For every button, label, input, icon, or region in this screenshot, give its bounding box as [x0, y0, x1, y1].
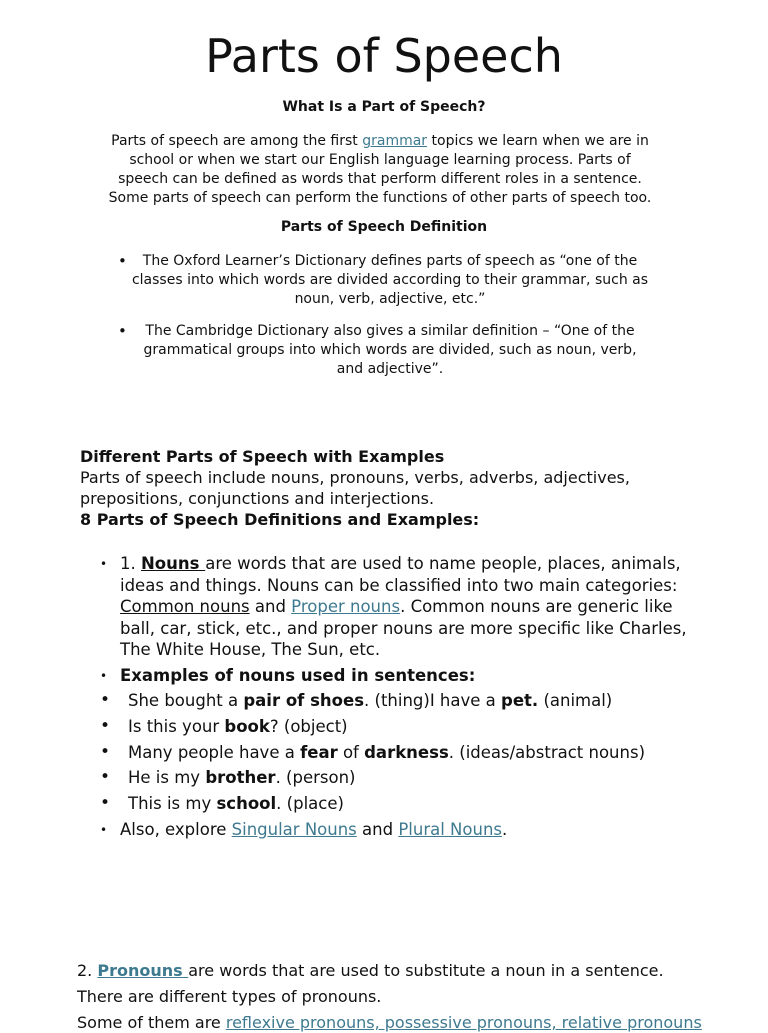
- intro-text: topics we learn when we are in: [427, 133, 649, 149]
- example-text: Is this your: [128, 717, 225, 736]
- pronouns-link[interactable]: Pronouns: [97, 961, 189, 980]
- definition-line: The Oxford Learner’s Dictionary defines parts of speech as “one of the: [142, 253, 638, 269]
- example-text: He is my: [128, 768, 206, 787]
- explore-text: and: [356, 820, 399, 839]
- bullet-icon: •: [100, 793, 111, 813]
- definition-item-cambridge: [118, 322, 662, 379]
- pronouns-text-line: There are different types of pronouns.: [77, 987, 382, 1006]
- bullet-icon: •: [100, 690, 111, 710]
- example-noun: pair of shoes: [243, 691, 365, 710]
- definition-item-oxford: [118, 252, 662, 309]
- examples-text-line: prepositions, conjunctions and interjections.: [80, 489, 435, 508]
- example-text: . (thing)I have a: [364, 691, 502, 710]
- intro-line-4: Some parts of speech can perform the functions of other parts of speech too.: [108, 190, 652, 206]
- example-noun: pet.: [501, 691, 539, 710]
- nouns-text-line: are words that are used to name people, places, animals,: [205, 554, 681, 573]
- intro-line-3: speech can be defined as words that perform different roles in a sentence.: [118, 171, 642, 187]
- pronoun-types-link[interactable]: reflexive pronouns, possessive pronouns, relative pronouns: [225, 1013, 702, 1032]
- example-text: This is my: [128, 794, 217, 813]
- examples-subheading: 8 Parts of Speech Definitions and Examples:: [80, 510, 480, 529]
- bullet-icon: •: [100, 767, 111, 787]
- definition-line: grammatical groups into which words are divided, such as noun, verb,: [143, 342, 637, 358]
- grammar-link[interactable]: grammar: [362, 133, 428, 149]
- plural-nouns-link[interactable]: Plural Nouns: [398, 820, 502, 839]
- example-text: of: [337, 743, 365, 762]
- nouns-examples-heading: Examples of nouns used in sentences:: [120, 666, 476, 685]
- example-noun: book: [224, 717, 270, 736]
- pronouns-section: [77, 960, 757, 1033]
- bullet-icon: •: [100, 669, 108, 683]
- definition-line: and adjective”.: [336, 361, 444, 377]
- examples-text-line: Parts of speech include nouns, pronouns, verbs, adverbs, adjectives,: [80, 468, 630, 487]
- nouns-term: Nouns: [141, 554, 206, 573]
- nouns-text-line: ball, car, stick, etc., and proper nouns are more specific like Charles,: [120, 618, 687, 638]
- common-nouns-link[interactable]: Common nouns: [120, 597, 250, 616]
- example-text: Many people have a: [128, 743, 301, 762]
- page-title: Parts of Speech: [205, 29, 563, 83]
- example-text: . (person): [275, 768, 356, 787]
- definition-line: The Cambridge Dictionary also gives a similar definition – “One of the: [145, 323, 635, 339]
- singular-nouns-link[interactable]: Singular Nouns: [231, 820, 357, 839]
- nouns-text: [120, 553, 710, 661]
- nouns-text: . Common nouns are generic like: [400, 597, 673, 616]
- nouns-text-line: ideas and things. Nouns can be classified into two main categories:: [120, 575, 678, 595]
- examples-heading: Different Parts of Speech with Examples: [80, 447, 445, 466]
- example-noun: brother: [205, 768, 276, 787]
- definition-heading: Parts of Speech Definition: [280, 219, 488, 235]
- intro-paragraph: [100, 132, 660, 208]
- bullet-icon: •: [100, 557, 108, 571]
- example-noun: fear: [300, 743, 338, 762]
- example-text: (animal): [538, 691, 613, 710]
- example-text: . (ideas/abstract nouns): [448, 743, 646, 762]
- intro-heading: What Is a Part of Speech?: [282, 99, 486, 115]
- pronouns-text: Some of them are: [77, 1013, 226, 1032]
- bullet-icon: •: [100, 742, 111, 762]
- proper-nouns-link[interactable]: Proper nouns: [291, 597, 401, 616]
- explore-text: Also, explore: [120, 820, 232, 839]
- example-text: . (place): [276, 794, 344, 813]
- bullet-icon: •: [118, 252, 127, 270]
- list-number: 1.: [120, 554, 141, 573]
- bullet-icon: •: [100, 823, 108, 837]
- bullet-icon: •: [118, 322, 127, 340]
- pronouns-text: are words that are used to substitute a noun in a sentence.: [188, 961, 664, 980]
- explore-text: .: [502, 820, 508, 839]
- intro-line-2: school or when we start our English language learning process. Parts of: [129, 152, 631, 168]
- bullet-icon: •: [100, 716, 111, 736]
- example-text: She bought a: [128, 691, 244, 710]
- intro-text: Parts of speech are among the first: [111, 133, 363, 149]
- example-noun: darkness: [364, 743, 449, 762]
- definition-line: noun, verb, adjective, etc.”: [294, 291, 486, 307]
- example-noun: school: [216, 794, 277, 813]
- list-number: 2.: [77, 961, 98, 980]
- examples-section: [80, 446, 720, 530]
- intro-line-1: [100, 132, 660, 151]
- definition-line: classes into which words are divided according to their grammar, such as: [131, 272, 649, 288]
- nouns-text-line: The White House, The Sun, etc.: [120, 640, 381, 659]
- nouns-text: and: [249, 597, 292, 616]
- example-text: ? (object): [269, 717, 348, 736]
